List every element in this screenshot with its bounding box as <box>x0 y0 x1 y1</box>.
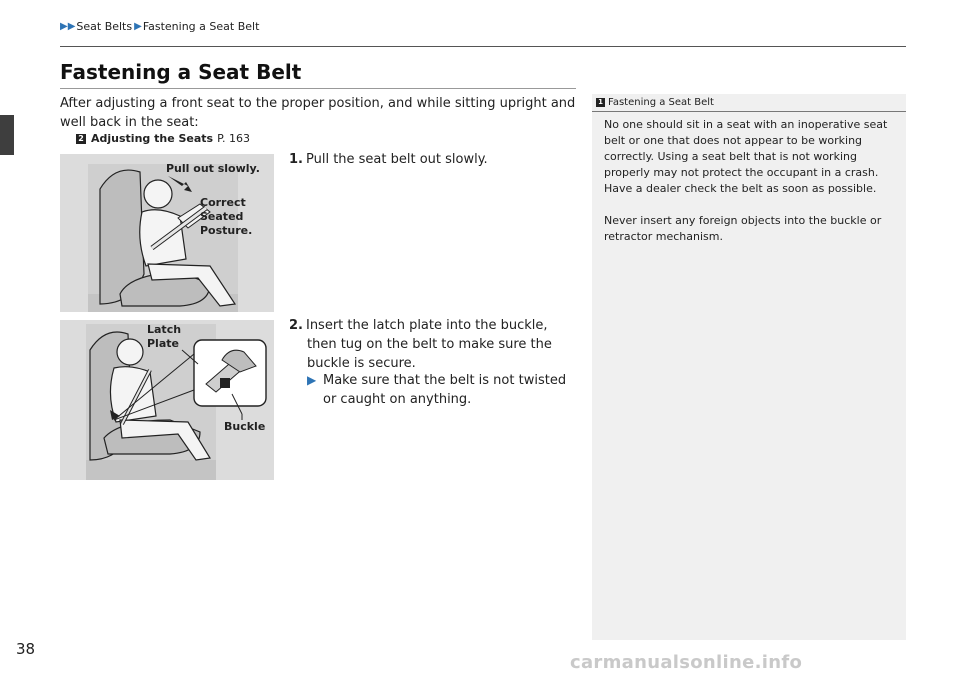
header-divider <box>60 46 906 47</box>
step-1 <box>289 150 488 169</box>
step-2 <box>289 316 579 373</box>
reference-arrow-icon: 2 <box>76 134 86 144</box>
label-buckle: Buckle <box>224 420 266 433</box>
label-pull-out-slowly: Pull out slowly. <box>166 162 260 175</box>
label-correct-posture <box>200 196 252 238</box>
step-number: 1. <box>289 152 303 167</box>
note-marker-icon: 1 <box>596 98 605 107</box>
label-line: Posture. <box>200 224 253 237</box>
cross-reference-title: Adjusting the Seats <box>91 132 214 145</box>
title-divider <box>60 88 576 89</box>
label-line: Plate <box>147 337 179 350</box>
section-tab-marker <box>0 115 14 155</box>
cross-reference-link[interactable] <box>76 132 250 145</box>
notes-paragraph: Never insert any foreign objects into the buckle or retractor mechanism. <box>604 214 882 243</box>
breadcrumb-arrow-icon: ▶▶ <box>60 21 76 32</box>
notes-title: Fastening a Seat Belt <box>608 97 714 108</box>
label-line: Seated <box>200 210 244 223</box>
label-line: Correct <box>200 196 246 209</box>
breadcrumb <box>60 20 259 33</box>
cross-reference-page: P. 163 <box>217 132 251 145</box>
breadcrumb-arrow-icon: ▶ <box>134 21 142 32</box>
substep-note <box>307 371 579 409</box>
section-side-label <box>0 228 1 301</box>
step-text: Pull the seat belt out slowly. <box>305 152 488 167</box>
step-number: 2. <box>289 318 303 333</box>
watermark-text: carmanualsonline.info <box>570 652 803 673</box>
figure-insert-latch <box>60 320 274 480</box>
label-latch-plate <box>147 323 181 351</box>
breadcrumb-item-fastening[interactable]: Fastening a Seat Belt <box>142 20 260 33</box>
step-text: Insert the latch plate into the buckle, then tug on the belt to make sure the buckle is secure. <box>305 318 552 371</box>
substep-text: Make sure that the belt is not twisted or caught on anything. <box>323 373 567 407</box>
label-line: Latch <box>147 323 182 336</box>
notes-panel <box>592 94 906 640</box>
figure-pull-belt <box>60 154 274 312</box>
notes-header <box>592 94 906 112</box>
intro-paragraph: After adjusting a front seat to the proper position, and while sitting upright and well back in the seat: <box>60 96 576 130</box>
notes-paragraph: No one should sit in a seat with an inoperative seat belt or one that does not appear to be working correctly. Using a seat belt that is not working properly may not protect the occupant in a crash. Have a dealer check the belt as soon as possible. <box>604 118 888 195</box>
notes-body <box>604 117 894 261</box>
page-number: 38 <box>16 640 36 658</box>
breadcrumb-item-seat-belts[interactable]: Seat Belts <box>76 20 133 33</box>
substep-arrow-icon: ▶ <box>307 373 317 387</box>
step-text-block <box>289 316 579 373</box>
page-title: Fastening a Seat Belt <box>60 60 302 84</box>
